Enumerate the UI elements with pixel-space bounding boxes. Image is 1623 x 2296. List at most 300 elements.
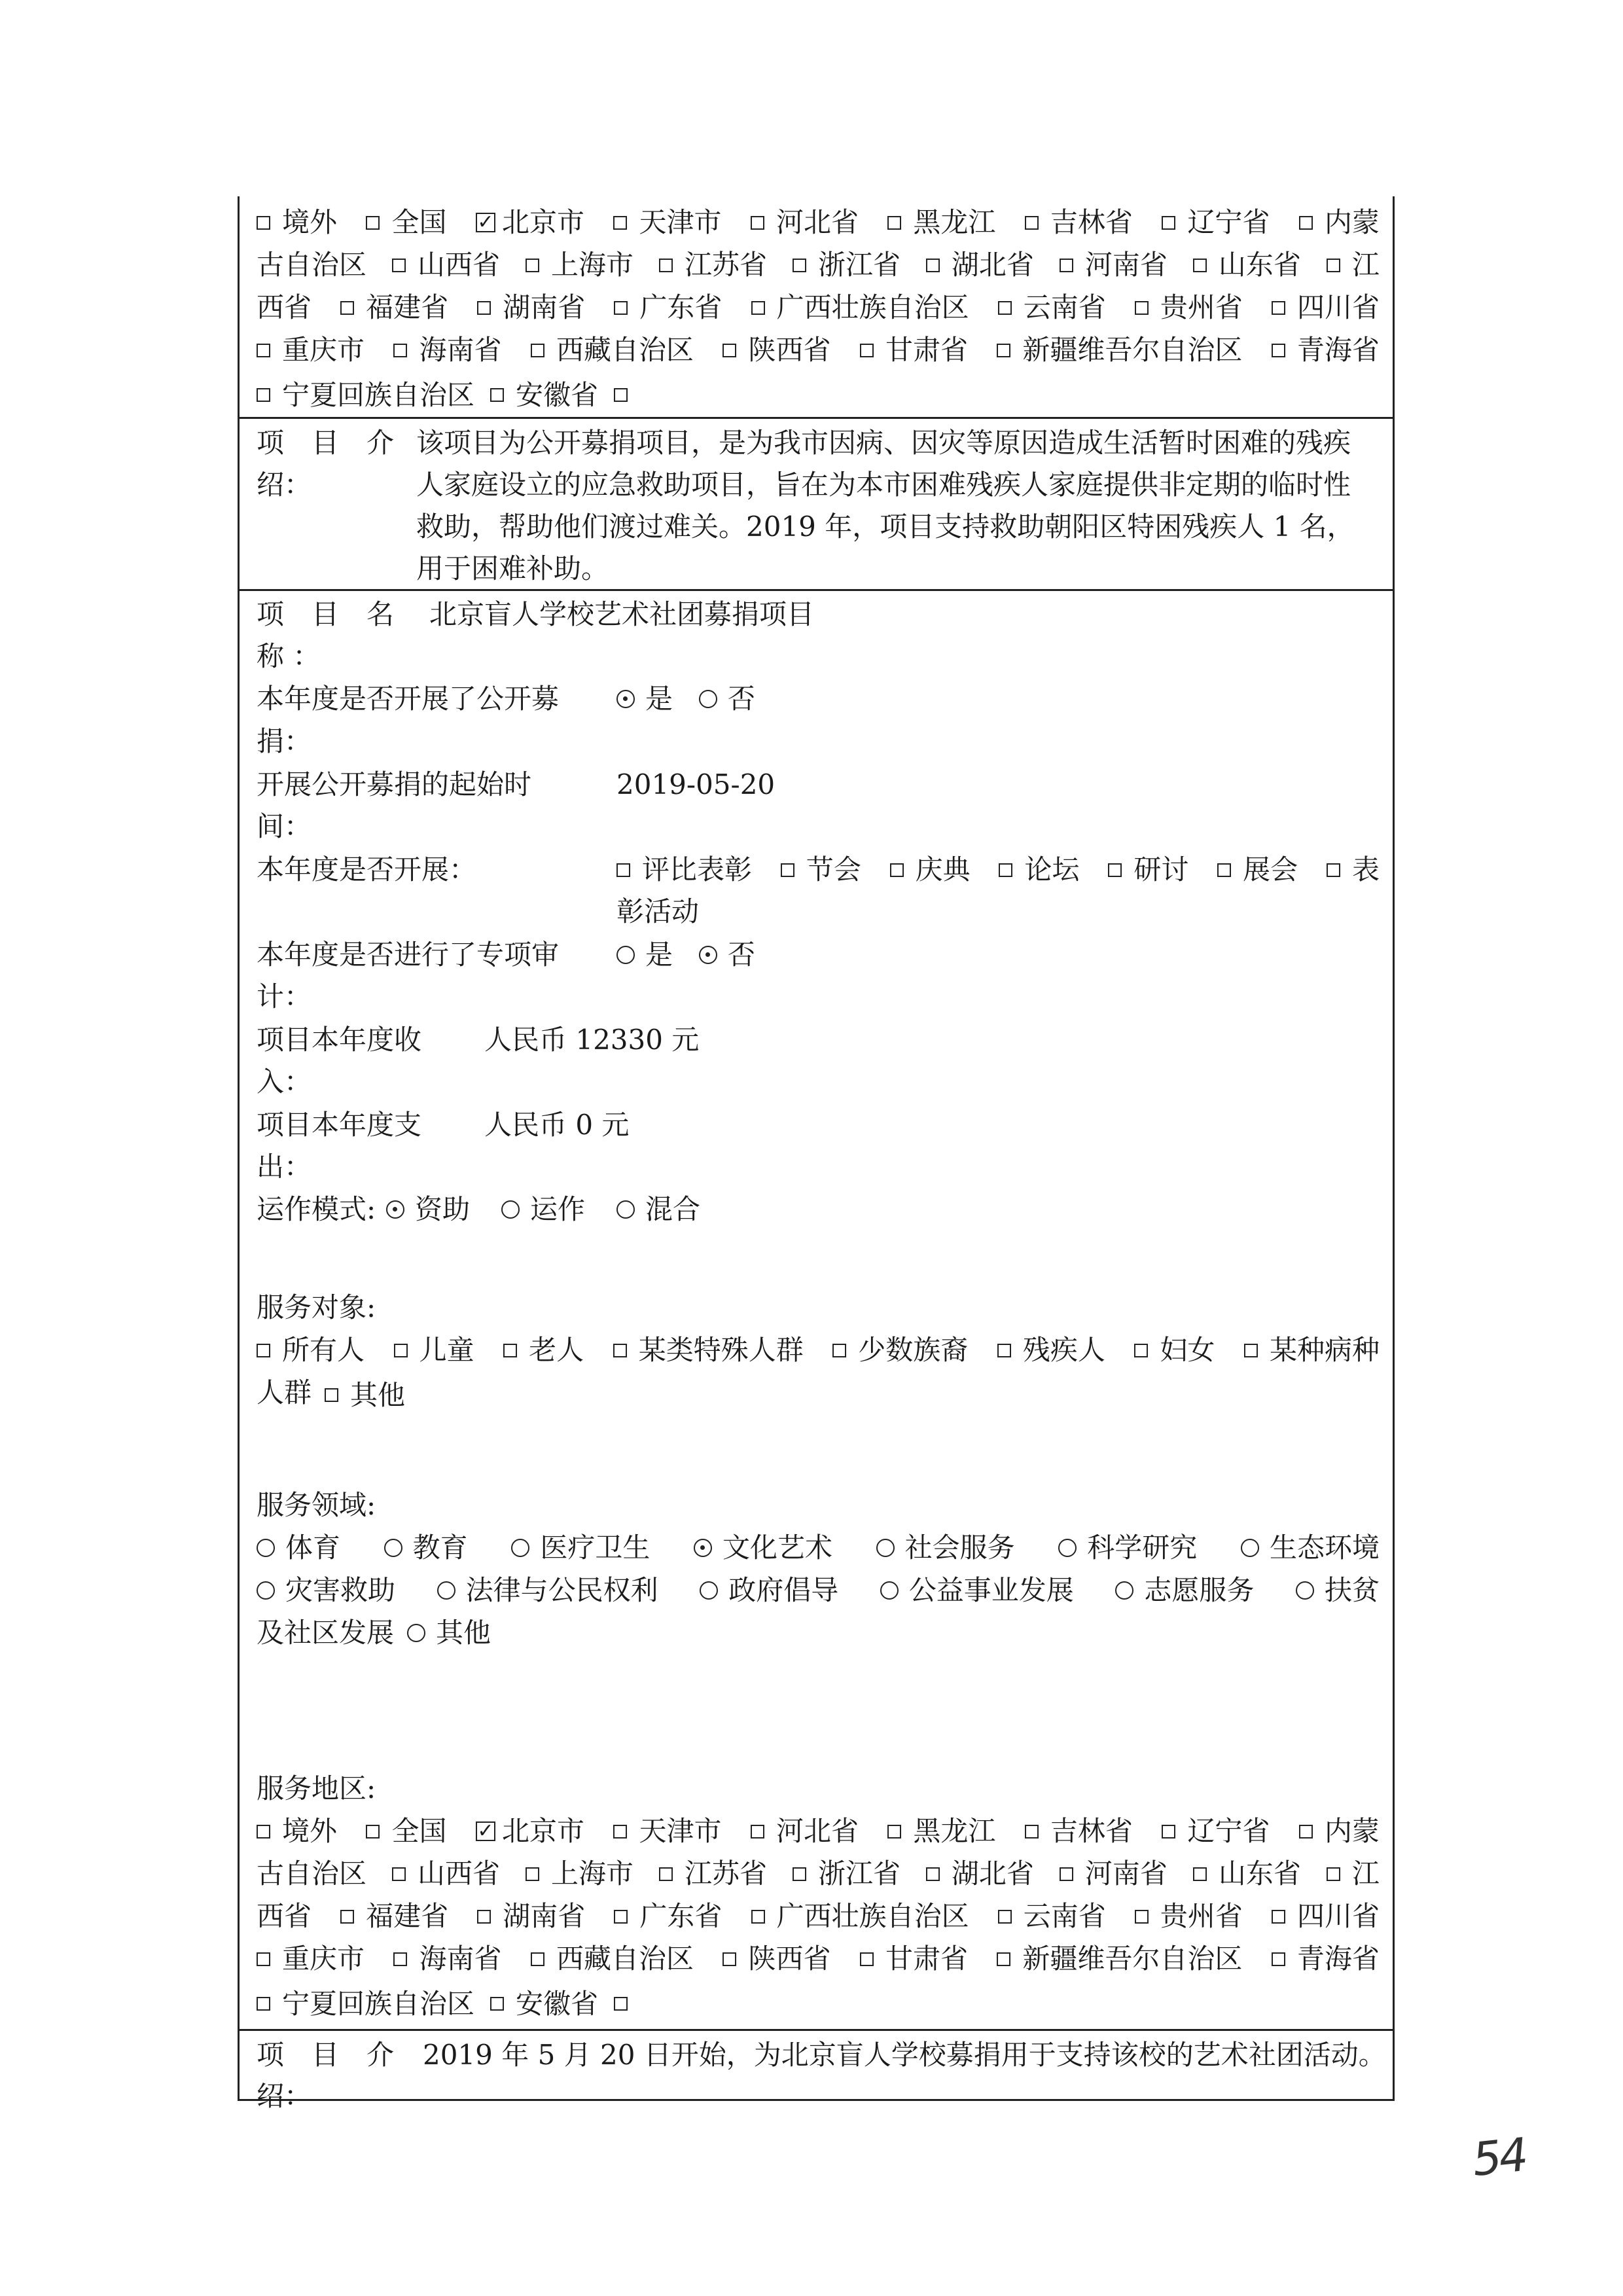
option-label: 政府倡导 bbox=[728, 1574, 839, 1606]
radio-icon[interactable] bbox=[257, 1581, 275, 1600]
checkbox-icon[interactable] bbox=[890, 863, 904, 877]
option-label: 西省 bbox=[257, 1900, 312, 1932]
radio-selected-icon[interactable] bbox=[616, 690, 635, 708]
option-label: 其他 bbox=[350, 1378, 406, 1411]
checkbox-icon[interactable] bbox=[1134, 1344, 1148, 1357]
expense-label-2: 出： bbox=[257, 1151, 312, 1183]
checkbox-icon[interactable] bbox=[531, 344, 544, 357]
option-label: 湖北省 bbox=[951, 249, 1034, 281]
checkbox-icon[interactable] bbox=[477, 301, 491, 315]
audit-label: 本年度是否进行了专项审 bbox=[257, 939, 560, 971]
option-item bbox=[659, 243, 767, 287]
option-item bbox=[997, 1937, 1242, 1981]
checkbox-icon[interactable] bbox=[887, 1825, 901, 1839]
start-time-value: 2019-05-20 bbox=[616, 768, 776, 800]
checkbox-icon[interactable] bbox=[613, 216, 627, 230]
option-item bbox=[257, 1982, 474, 2026]
checkbox-icon[interactable] bbox=[1025, 1825, 1039, 1839]
checkbox-icon[interactable] bbox=[340, 301, 354, 315]
checkbox-icon[interactable] bbox=[257, 1825, 270, 1839]
option-label: 江苏省 bbox=[684, 249, 767, 281]
option-item bbox=[926, 1852, 1034, 1895]
option-item bbox=[616, 933, 673, 977]
option-item bbox=[257, 1329, 365, 1372]
option-label: 贵州省 bbox=[1160, 291, 1243, 323]
checkbox-icon[interactable] bbox=[1025, 216, 1039, 230]
radio-icon[interactable] bbox=[880, 1581, 899, 1600]
option-item bbox=[501, 1188, 585, 1231]
option-label: 公益事业发展 bbox=[908, 1574, 1074, 1606]
option-label: 江苏省 bbox=[684, 1857, 767, 1890]
option-item bbox=[1327, 848, 1380, 891]
option-item bbox=[384, 1526, 468, 1570]
option-label: 重庆市 bbox=[282, 1943, 365, 1975]
checkbox-icon[interactable] bbox=[490, 388, 504, 402]
option-item bbox=[526, 1852, 633, 1895]
checkbox-icon[interactable] bbox=[366, 1825, 380, 1839]
option-item bbox=[477, 1895, 585, 1938]
income-label: 项目本年度收 bbox=[257, 1024, 422, 1056]
service-target-label: 服务对象: bbox=[257, 1291, 376, 1323]
option-label: 浙江省 bbox=[817, 249, 901, 281]
option-label: 内蒙 bbox=[1324, 1815, 1380, 1847]
option-label: 吉林省 bbox=[1050, 1815, 1133, 1847]
checkbox-icon[interactable] bbox=[1193, 259, 1207, 272]
checkbox-icon[interactable] bbox=[616, 863, 630, 877]
option-item bbox=[477, 286, 585, 329]
option-label: 古自治区 bbox=[257, 249, 367, 281]
checkbox-icon[interactable] bbox=[257, 388, 270, 402]
option-item bbox=[880, 1569, 1074, 1612]
option-item bbox=[526, 243, 633, 287]
checkbox-icon[interactable] bbox=[257, 216, 270, 230]
intro2-text: 2019 年 5 月 20 日开始，为北京盲人学校募捐用于支持该校的艺术社团活动。 bbox=[423, 2039, 1386, 2071]
option-label: 否 bbox=[728, 683, 756, 715]
start-time-label: 开展公开募捐的起始时 bbox=[257, 768, 532, 800]
option-item bbox=[781, 848, 861, 891]
start-time-label-2: 间： bbox=[257, 810, 312, 842]
page-number: 54 bbox=[1469, 2127, 1529, 2187]
option-item bbox=[1241, 1526, 1380, 1570]
option-label: 江 bbox=[1351, 249, 1380, 281]
option-label: 文化艺术 bbox=[722, 1532, 832, 1564]
radio-icon[interactable] bbox=[699, 690, 717, 708]
radio-icon[interactable] bbox=[1241, 1539, 1259, 1557]
option-item bbox=[476, 201, 584, 244]
option-item bbox=[503, 1329, 584, 1372]
option-label: 西省 bbox=[257, 291, 312, 323]
option-item bbox=[699, 933, 755, 977]
region-line bbox=[257, 329, 1380, 372]
radio-selected-icon[interactable] bbox=[386, 1200, 404, 1219]
radio-selected-icon[interactable] bbox=[699, 946, 717, 964]
service-field-line bbox=[257, 1569, 1380, 1612]
region-line bbox=[257, 1810, 1380, 1853]
option-label: 全国 bbox=[391, 1815, 447, 1847]
region-line bbox=[257, 201, 1380, 244]
option-item bbox=[751, 286, 969, 329]
divider bbox=[240, 417, 1393, 419]
option-label: 生态环境 bbox=[1269, 1532, 1380, 1564]
intro-text-line: 人家庭设立的应急救助项目，旨在为本市困难残疾人家庭提供非定期的临时性 bbox=[416, 469, 1351, 501]
option-item bbox=[694, 1526, 832, 1570]
intro-label-2: 绍： bbox=[257, 469, 312, 501]
option-item bbox=[751, 201, 859, 244]
option-label: 人群 bbox=[257, 1376, 312, 1408]
option-label: 安徽省 bbox=[516, 1987, 599, 2020]
option-label: 北京市 bbox=[501, 206, 584, 238]
checkbox-icon[interactable] bbox=[751, 1910, 765, 1924]
checkbox-checked-icon[interactable]: ✓ bbox=[476, 1821, 495, 1841]
checkbox-icon[interactable] bbox=[1108, 863, 1122, 877]
checkbox-icon[interactable] bbox=[1060, 259, 1073, 272]
checkbox-icon[interactable] bbox=[477, 1910, 491, 1924]
checkbox-icon[interactable] bbox=[998, 301, 1012, 315]
option-item bbox=[860, 1937, 968, 1981]
option-label: 其他 bbox=[436, 1617, 491, 1649]
checkbox-icon[interactable] bbox=[751, 216, 764, 230]
option-label: 广西壮族自治区 bbox=[776, 1900, 969, 1932]
option-item bbox=[887, 201, 995, 244]
checkbox-icon[interactable] bbox=[614, 388, 628, 402]
option-item bbox=[1060, 1852, 1168, 1895]
option-item bbox=[616, 848, 752, 891]
option-item bbox=[257, 329, 365, 372]
option-item bbox=[998, 286, 1106, 329]
checkbox-icon[interactable] bbox=[393, 1952, 407, 1966]
option-item bbox=[1327, 243, 1380, 287]
option-label: 运作 bbox=[530, 1193, 586, 1225]
option-label: 新疆维吾尔自治区 bbox=[1022, 1943, 1243, 1975]
checkbox-icon[interactable] bbox=[926, 1867, 940, 1881]
radio-icon[interactable] bbox=[700, 1581, 718, 1600]
checkbox-icon[interactable] bbox=[1272, 1952, 1285, 1966]
option-label: 吉林省 bbox=[1050, 206, 1133, 238]
intro2-label: 项 目 介 bbox=[257, 2039, 395, 2071]
option-label: 广东省 bbox=[639, 291, 722, 323]
checkbox-icon[interactable] bbox=[613, 1825, 627, 1839]
option-item bbox=[531, 1937, 694, 1981]
option-label: 青海省 bbox=[1296, 334, 1380, 366]
option-item bbox=[437, 1569, 658, 1612]
checkbox-icon[interactable] bbox=[1193, 1867, 1207, 1881]
checkbox-icon[interactable] bbox=[340, 1910, 354, 1924]
option-label: 及社区发展 bbox=[257, 1617, 395, 1649]
intro2-label-2: 绍： bbox=[257, 2080, 312, 2112]
checkbox-icon[interactable] bbox=[325, 1388, 338, 1402]
checkbox-icon[interactable] bbox=[1135, 301, 1149, 315]
checkbox-icon[interactable] bbox=[614, 1997, 628, 2011]
option-item bbox=[1193, 1852, 1301, 1895]
option-item bbox=[257, 1569, 395, 1612]
checkbox-icon[interactable] bbox=[257, 344, 270, 357]
checkbox-icon[interactable] bbox=[1299, 1825, 1313, 1839]
region-line bbox=[257, 243, 1380, 287]
option-label: 新疆维吾尔自治区 bbox=[1022, 334, 1243, 366]
checkbox-icon[interactable] bbox=[503, 1344, 517, 1357]
option-item bbox=[1272, 1937, 1380, 1981]
option-item bbox=[999, 848, 1079, 891]
option-item bbox=[393, 1937, 501, 1981]
radio-icon[interactable] bbox=[257, 1539, 275, 1557]
checkbox-icon[interactable] bbox=[1272, 301, 1285, 315]
checkbox-icon[interactable] bbox=[393, 344, 407, 357]
option-label: 展会 bbox=[1243, 853, 1298, 886]
checkbox-icon[interactable] bbox=[1060, 1867, 1073, 1881]
option-label: 甘肃省 bbox=[885, 1943, 968, 1975]
option-label: 湖南省 bbox=[503, 291, 586, 323]
option-label: 论坛 bbox=[1024, 853, 1080, 886]
audit-options bbox=[616, 933, 781, 977]
option-label: 海南省 bbox=[419, 334, 502, 366]
checkbox-icon[interactable] bbox=[832, 1344, 846, 1357]
project-name-label-2: 称 ： bbox=[257, 640, 321, 672]
public-fundraise-label-2: 捐： bbox=[257, 725, 312, 757]
checkbox-icon[interactable] bbox=[781, 863, 794, 877]
checkbox-icon[interactable] bbox=[793, 1867, 806, 1881]
checkbox-icon[interactable] bbox=[793, 259, 806, 272]
checkbox-icon[interactable] bbox=[926, 259, 940, 272]
checkbox-icon[interactable] bbox=[1327, 863, 1340, 877]
option-label: 某类特殊人群 bbox=[638, 1334, 804, 1366]
option-label: 山西省 bbox=[417, 249, 500, 281]
checkbox-icon[interactable] bbox=[1162, 216, 1175, 230]
checkbox-icon[interactable] bbox=[887, 216, 901, 230]
option-label: 混合 bbox=[645, 1193, 701, 1225]
radio-icon[interactable] bbox=[511, 1539, 529, 1557]
option-label: 扶贫 bbox=[1324, 1574, 1380, 1606]
divider bbox=[240, 2029, 1393, 2031]
option-label: 妇女 bbox=[1160, 1334, 1215, 1366]
option-item bbox=[1162, 201, 1270, 244]
checkbox-icon[interactable] bbox=[1327, 1867, 1340, 1881]
option-item bbox=[257, 201, 337, 244]
checkbox-icon[interactable] bbox=[998, 1910, 1012, 1924]
intro-text-line: 该项目为公开募捐项目，是为我市因病、因灾等原因造成生活暂时困难的残疾 bbox=[416, 427, 1351, 459]
option-item bbox=[257, 1852, 366, 1895]
option-label: 陕西省 bbox=[748, 334, 831, 366]
mode-options bbox=[386, 1188, 732, 1231]
checkbox-icon[interactable] bbox=[1299, 216, 1313, 230]
region-line bbox=[257, 1937, 1380, 1981]
option-label: 评比表彰 bbox=[642, 853, 753, 886]
option-item bbox=[997, 329, 1242, 372]
option-item bbox=[257, 1895, 312, 1938]
option-item bbox=[1296, 1569, 1380, 1612]
intro-label: 项 目 介 bbox=[257, 427, 395, 459]
checkbox-icon[interactable] bbox=[366, 216, 380, 230]
radio-icon[interactable] bbox=[501, 1200, 520, 1219]
public-fundraise-options bbox=[616, 677, 781, 721]
option-label: 内蒙 bbox=[1324, 206, 1380, 238]
option-item bbox=[793, 243, 901, 287]
checkbox-icon[interactable] bbox=[722, 344, 736, 357]
option-item bbox=[751, 1810, 859, 1853]
option-item bbox=[366, 1810, 446, 1853]
option-label: 黑龙江 bbox=[913, 206, 996, 238]
option-item bbox=[659, 1852, 767, 1895]
option-item bbox=[1135, 286, 1243, 329]
option-item bbox=[257, 286, 312, 329]
option-item bbox=[860, 329, 968, 372]
option-item bbox=[1135, 1895, 1243, 1938]
option-label: 少数族裔 bbox=[858, 1334, 969, 1366]
service-region-label: 服务地区: bbox=[257, 1772, 376, 1804]
option-item bbox=[1244, 1329, 1380, 1372]
option-item bbox=[490, 374, 598, 417]
checkbox-icon[interactable] bbox=[860, 344, 874, 357]
option-item bbox=[614, 1895, 722, 1938]
option-label: 社会服务 bbox=[904, 1532, 1015, 1564]
option-item bbox=[257, 1810, 337, 1853]
checkbox-icon[interactable] bbox=[1272, 1910, 1285, 1924]
divider bbox=[240, 589, 1393, 591]
radio-icon[interactable] bbox=[1115, 1581, 1133, 1600]
option-item bbox=[887, 1810, 995, 1853]
activity-options bbox=[616, 848, 1380, 891]
option-label: 老人 bbox=[529, 1334, 584, 1366]
option-label: 儿童 bbox=[419, 1334, 474, 1366]
checkbox-icon[interactable] bbox=[860, 1952, 874, 1966]
option-label: 湖北省 bbox=[951, 1857, 1034, 1890]
radio-icon[interactable] bbox=[1296, 1581, 1314, 1600]
checkbox-icon[interactable] bbox=[490, 1997, 504, 2011]
option-item bbox=[257, 243, 366, 287]
option-item bbox=[340, 286, 448, 329]
checkbox-icon[interactable] bbox=[659, 1867, 673, 1881]
option-item bbox=[613, 1329, 804, 1372]
option-label: 辽宁省 bbox=[1187, 206, 1270, 238]
checkbox-icon[interactable] bbox=[531, 1952, 544, 1966]
option-item bbox=[614, 1997, 639, 2011]
option-label: 河南省 bbox=[1084, 1857, 1168, 1890]
option-label: 湖南省 bbox=[503, 1900, 586, 1932]
option-label: 节会 bbox=[806, 853, 861, 886]
radio-icon[interactable] bbox=[876, 1539, 895, 1557]
checkbox-icon[interactable] bbox=[1327, 259, 1340, 272]
option-label: 山西省 bbox=[417, 1857, 500, 1890]
checkbox-icon[interactable] bbox=[751, 301, 765, 315]
checkbox-icon[interactable] bbox=[257, 1344, 270, 1357]
option-item bbox=[340, 1895, 448, 1938]
checkbox-icon[interactable] bbox=[392, 259, 406, 272]
option-label: 宁夏回族自治区 bbox=[282, 1987, 475, 2020]
option-item bbox=[1108, 848, 1188, 891]
option-label: 山东省 bbox=[1218, 249, 1301, 281]
radio-icon[interactable] bbox=[616, 946, 635, 964]
checkbox-icon[interactable] bbox=[751, 1825, 764, 1839]
option-label: 表 bbox=[1351, 853, 1380, 886]
checkbox-icon[interactable] bbox=[613, 1344, 627, 1357]
checkbox-icon[interactable] bbox=[526, 259, 539, 272]
option-label: 西藏自治区 bbox=[556, 334, 694, 366]
option-item bbox=[1060, 243, 1168, 287]
option-item bbox=[616, 1188, 700, 1231]
radio-icon[interactable] bbox=[616, 1200, 635, 1219]
option-item bbox=[751, 1895, 969, 1938]
option-item bbox=[616, 677, 673, 721]
option-label: 福建省 bbox=[366, 291, 449, 323]
checkbox-icon[interactable] bbox=[999, 863, 1012, 877]
option-item bbox=[1272, 1895, 1380, 1938]
option-label: 安徽省 bbox=[516, 378, 599, 411]
option-label: 残疾人 bbox=[1022, 1334, 1105, 1366]
service-field-line bbox=[257, 1526, 1380, 1570]
checkbox-icon[interactable] bbox=[257, 1997, 270, 2011]
option-label: 宁夏回族自治区 bbox=[282, 378, 475, 411]
checkbox-icon[interactable] bbox=[614, 1910, 628, 1924]
checkbox-icon[interactable] bbox=[526, 1867, 539, 1881]
radio-icon[interactable] bbox=[407, 1624, 425, 1642]
checkbox-icon[interactable] bbox=[722, 1952, 736, 1966]
checkbox-icon[interactable] bbox=[997, 1344, 1011, 1357]
option-label: 研讨 bbox=[1133, 853, 1189, 886]
option-label: 河南省 bbox=[1084, 249, 1168, 281]
option-label: 上海市 bbox=[550, 249, 633, 281]
option-label: 贵州省 bbox=[1160, 1900, 1243, 1932]
option-item bbox=[1025, 201, 1133, 244]
intro-text-line: 救助，帮助他们渡过难关。2019 年，项目支持救助朝阳区特困残疾人 1 名， bbox=[416, 511, 1355, 543]
radio-icon[interactable] bbox=[437, 1581, 455, 1600]
radio-icon[interactable] bbox=[1058, 1539, 1077, 1557]
checkbox-icon[interactable] bbox=[1272, 344, 1285, 357]
checkbox-icon[interactable] bbox=[257, 1952, 270, 1966]
checkbox-icon[interactable] bbox=[997, 344, 1010, 357]
option-item bbox=[1058, 1526, 1197, 1570]
mode-label: 运作模式: bbox=[257, 1193, 376, 1225]
radio-selected-icon[interactable] bbox=[694, 1539, 712, 1557]
expense-label: 项目本年度支 bbox=[257, 1109, 422, 1141]
option-item bbox=[1327, 1852, 1380, 1895]
region-line bbox=[257, 1852, 1380, 1895]
checkbox-icon[interactable] bbox=[1162, 1825, 1175, 1839]
option-item bbox=[1217, 848, 1298, 891]
intro-text-line: 用于困难补助。 bbox=[416, 552, 609, 584]
option-label: 河北省 bbox=[776, 206, 859, 238]
option-item bbox=[614, 286, 722, 329]
option-item bbox=[394, 1329, 474, 1372]
option-label: 资助 bbox=[415, 1193, 471, 1225]
option-item bbox=[997, 1329, 1105, 1372]
service-target-line bbox=[257, 1329, 1380, 1372]
checkbox-icon[interactable] bbox=[394, 1344, 408, 1357]
checkbox-icon[interactable] bbox=[614, 301, 628, 315]
option-item bbox=[613, 201, 721, 244]
checkbox-icon[interactable] bbox=[1217, 863, 1231, 877]
option-label: 四川省 bbox=[1296, 1900, 1380, 1932]
option-item bbox=[614, 388, 639, 402]
option-label: 北京市 bbox=[501, 1815, 584, 1847]
checkbox-icon[interactable] bbox=[659, 259, 673, 272]
option-label: 福建省 bbox=[366, 1900, 449, 1932]
option-label: 所有人 bbox=[282, 1334, 365, 1366]
option-item bbox=[1134, 1329, 1215, 1372]
audit-label-2: 计： bbox=[257, 980, 312, 1013]
option-label: 海南省 bbox=[419, 1943, 502, 1975]
checkbox-icon[interactable] bbox=[1244, 1344, 1258, 1357]
checkbox-icon[interactable] bbox=[997, 1952, 1010, 1966]
radio-icon[interactable] bbox=[384, 1539, 402, 1557]
public-fundraise-label: 本年度是否开展了公开募 bbox=[257, 683, 560, 715]
option-label: 志愿服务 bbox=[1144, 1574, 1255, 1606]
option-label: 否 bbox=[728, 939, 756, 971]
checkbox-checked-icon[interactable]: ✓ bbox=[476, 213, 495, 232]
option-label: 境外 bbox=[282, 206, 338, 238]
option-label: 医疗卫生 bbox=[540, 1532, 651, 1564]
checkbox-icon[interactable] bbox=[392, 1867, 406, 1881]
option-item bbox=[1025, 1810, 1133, 1853]
checkbox-icon[interactable] bbox=[1135, 1910, 1149, 1924]
